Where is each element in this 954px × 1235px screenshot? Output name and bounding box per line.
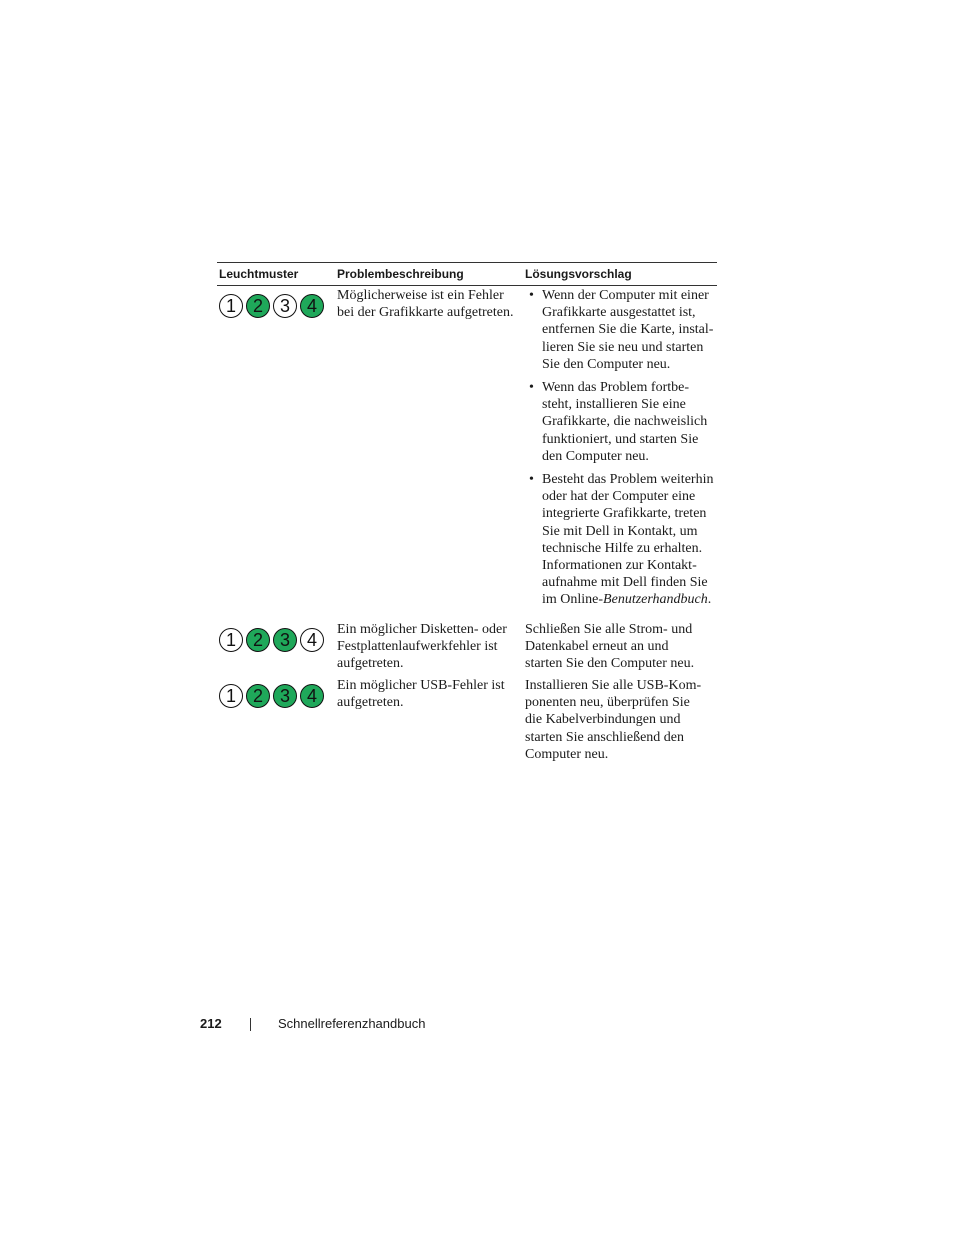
text-line: starten Sie anschließend den xyxy=(525,729,685,745)
diagnostic-light-2: 2 xyxy=(246,684,270,708)
diagnostic-light-1: 1 xyxy=(219,294,243,318)
diagnostic-light-1: 1 xyxy=(219,628,243,652)
text-line: Sie mit Dell in Kontakt, um xyxy=(542,523,698,539)
text-line: ponenten neu, überprüfen Sie xyxy=(525,695,690,711)
header-leuchtmuster: Leuchtmuster xyxy=(219,267,299,281)
text-line: bei der Grafikkarte aufgetreten. xyxy=(337,305,514,321)
text-line: oder hat der Computer eine xyxy=(542,489,696,505)
manual-title: Benutzerhandbuch xyxy=(603,592,708,608)
text-line: starten Sie den Computer neu. xyxy=(525,656,695,672)
footer-divider xyxy=(250,1018,251,1031)
diagnostic-lights-table xyxy=(217,262,717,766)
diagnostic-light-4: 4 xyxy=(300,628,324,652)
header-problembeschreibung: Problembeschreibung xyxy=(337,267,464,281)
text-line: • Wenn das Problem fortbe- xyxy=(542,380,689,396)
text-line: Datenkabel erneut an und xyxy=(525,639,669,655)
text-line: Ein möglicher Disketten- oder xyxy=(337,622,507,637)
text-line: Ein möglicher USB-Fehler ist xyxy=(337,678,505,693)
text-line: lieren Sie sie neu und starten xyxy=(542,339,704,355)
solution-bullet xyxy=(525,287,717,373)
table-row xyxy=(217,286,717,620)
text-line: • Wenn der Computer mit einer xyxy=(542,288,709,303)
header-loesungsvorschlag: Lösungsvorschlag xyxy=(525,267,632,281)
page-number: 212 xyxy=(200,1016,222,1031)
diagnostic-light-2: 2 xyxy=(246,294,270,318)
text-line: Installieren Sie alle USB-Kom- xyxy=(525,678,702,693)
solution xyxy=(523,620,717,676)
text-line: entfernen Sie die Karte, instal- xyxy=(542,322,714,338)
diagnostic-light-3: 3 xyxy=(273,628,297,652)
problem-description xyxy=(335,620,523,676)
text-line: funktioniert, und starten Sie xyxy=(542,431,699,447)
text-line: aufnahme mit Dell finden Sie xyxy=(542,575,708,591)
text-line: Computer neu. xyxy=(525,746,609,762)
text-line: steht, installieren Sie eine xyxy=(542,397,686,413)
table-header xyxy=(217,262,717,286)
table-row xyxy=(217,676,717,766)
light-pattern xyxy=(217,620,335,676)
text-line: Möglicherweise ist ein Fehler xyxy=(337,288,504,303)
text-line: den Computer neu. xyxy=(542,448,649,464)
light-pattern xyxy=(217,676,335,766)
problem-description xyxy=(335,676,523,766)
diagnostic-light-1: 1 xyxy=(219,684,243,708)
text-line: aufgetreten. xyxy=(337,695,404,711)
solution-bullet xyxy=(525,471,717,609)
text-line: Festplattenlaufwerkfehler ist xyxy=(337,639,498,655)
diagnostic-light-3: 3 xyxy=(273,294,297,318)
diagnostic-light-4: 4 xyxy=(300,294,324,318)
text-line: aufgetreten. xyxy=(337,656,404,672)
text-line: technische Hilfe zu erhalten. xyxy=(542,540,703,556)
problem-description xyxy=(335,286,523,620)
text-fragment: . xyxy=(707,592,712,608)
text-line: Grafikkarte, die nachweislich xyxy=(542,414,708,430)
text-line: die Kabelverbindungen und xyxy=(525,712,681,728)
text-fragment: im Online- xyxy=(542,592,604,608)
diagnostic-light-4: 4 xyxy=(300,684,324,708)
solution xyxy=(523,676,717,766)
light-pattern xyxy=(217,286,335,620)
diagnostic-light-2: 2 xyxy=(246,628,270,652)
text-line xyxy=(542,591,717,608)
solution-bullet xyxy=(525,379,717,465)
table-row xyxy=(217,620,717,676)
document-title: Schnellreferenzhandbuch xyxy=(278,1016,426,1031)
solution xyxy=(523,286,717,620)
diagnostic-light-3: 3 xyxy=(273,684,297,708)
text-line: Grafikkarte ausgestattet ist, xyxy=(542,305,696,321)
text-line: • Besteht das Problem weiterhin xyxy=(542,472,714,488)
text-line: Schließen Sie alle Strom- und xyxy=(525,622,693,637)
text-line: Informationen zur Kontakt- xyxy=(542,558,697,574)
text-line: Sie den Computer neu. xyxy=(542,356,671,372)
text-line: integrierte Grafikkarte, treten xyxy=(542,506,707,522)
